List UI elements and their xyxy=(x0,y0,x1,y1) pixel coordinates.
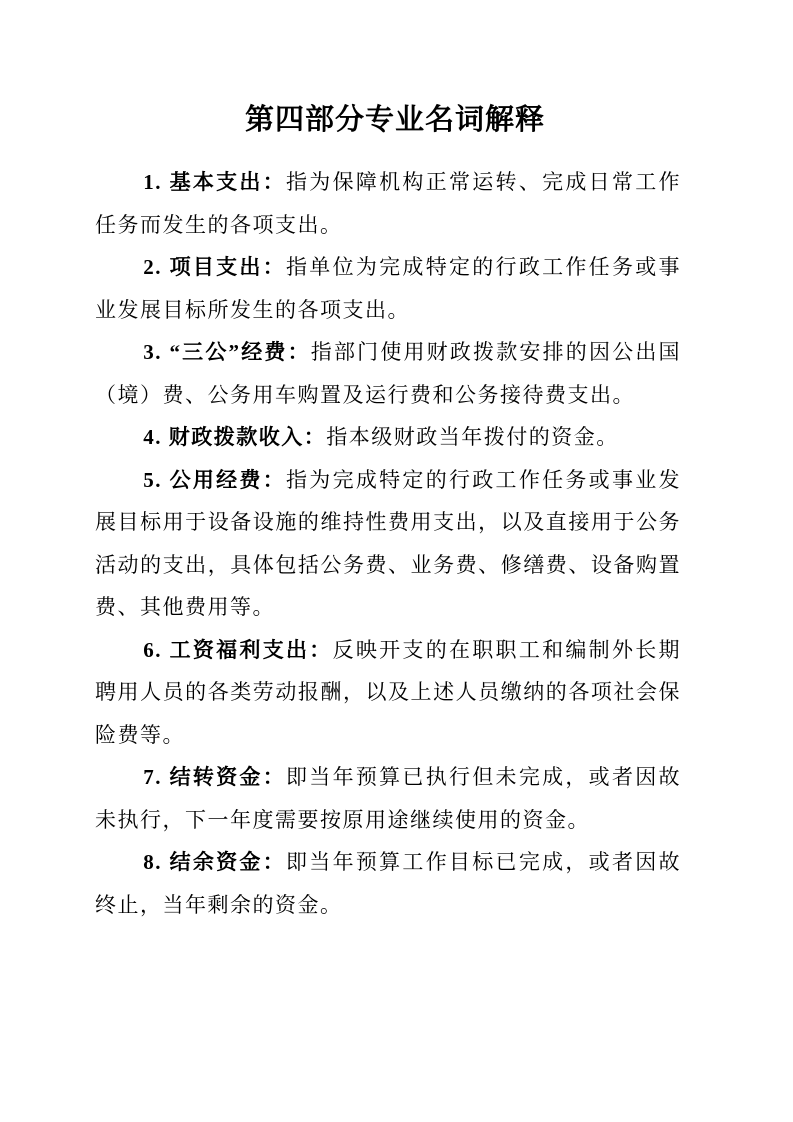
definition-term: 3. “三公”经费： xyxy=(143,340,311,364)
definition-text: 指为完成特定的行政工作任务或事业发展目标用于设备设施的维持性费用支出，以及直接用于公务活动的支出，具体包括公务费、业务费、修缮费、设备购置费、其他费用等。 xyxy=(95,467,682,619)
definition-text: 指单位为完成特定的行政工作任务或事业发展目标所发生的各项支出。 xyxy=(95,255,682,322)
definition-text: 指为保障机构正常运转、完成日常工作任务而发生的各项支出。 xyxy=(95,170,682,237)
definition-term: 7. 结转资金： xyxy=(143,765,286,789)
definition-paragraph xyxy=(95,756,681,841)
definition-paragraph xyxy=(95,841,681,926)
definition-term: 8. 结余资金： xyxy=(143,850,286,874)
definition-term: 4. 财政拨款收入： xyxy=(143,425,327,449)
definition-text: 指部门使用财政拨款安排的因公出国（境）费、公务用车购置及运行费和公务接待费支出。 xyxy=(95,340,682,407)
definition-term: 1. 基本支出： xyxy=(143,170,286,194)
definitions-list xyxy=(95,161,681,926)
definition-text: 即当年预算已执行但未完成，或者因故未执行，下一年度需要按原用途继续使用的资金。 xyxy=(95,765,682,832)
page-title: 第四部分专业名词解释 xyxy=(244,104,545,136)
definition-paragraph xyxy=(95,459,681,629)
definition-term: 2. 项目支出： xyxy=(143,255,286,279)
definition-paragraph xyxy=(95,629,681,757)
definition-paragraph xyxy=(95,246,681,331)
definition-text: 反映开支的在职职工和编制外长期聘用人员的各类劳动报酬，以及上述人员缴纳的各项社会保险费等。 xyxy=(95,637,682,747)
definition-paragraph xyxy=(95,416,681,459)
definition-term: 5. 公用经费： xyxy=(143,467,286,492)
definition-text: 指本级财政当年拨付的资金。 xyxy=(326,425,619,449)
definition-paragraph xyxy=(95,331,681,416)
definition-term: 6. 工资福利支出： xyxy=(143,637,333,662)
definition-paragraph xyxy=(95,161,681,246)
definition-text: 即当年预算工作目标已完成，或者因故终止，当年剩余的资金。 xyxy=(95,850,682,917)
